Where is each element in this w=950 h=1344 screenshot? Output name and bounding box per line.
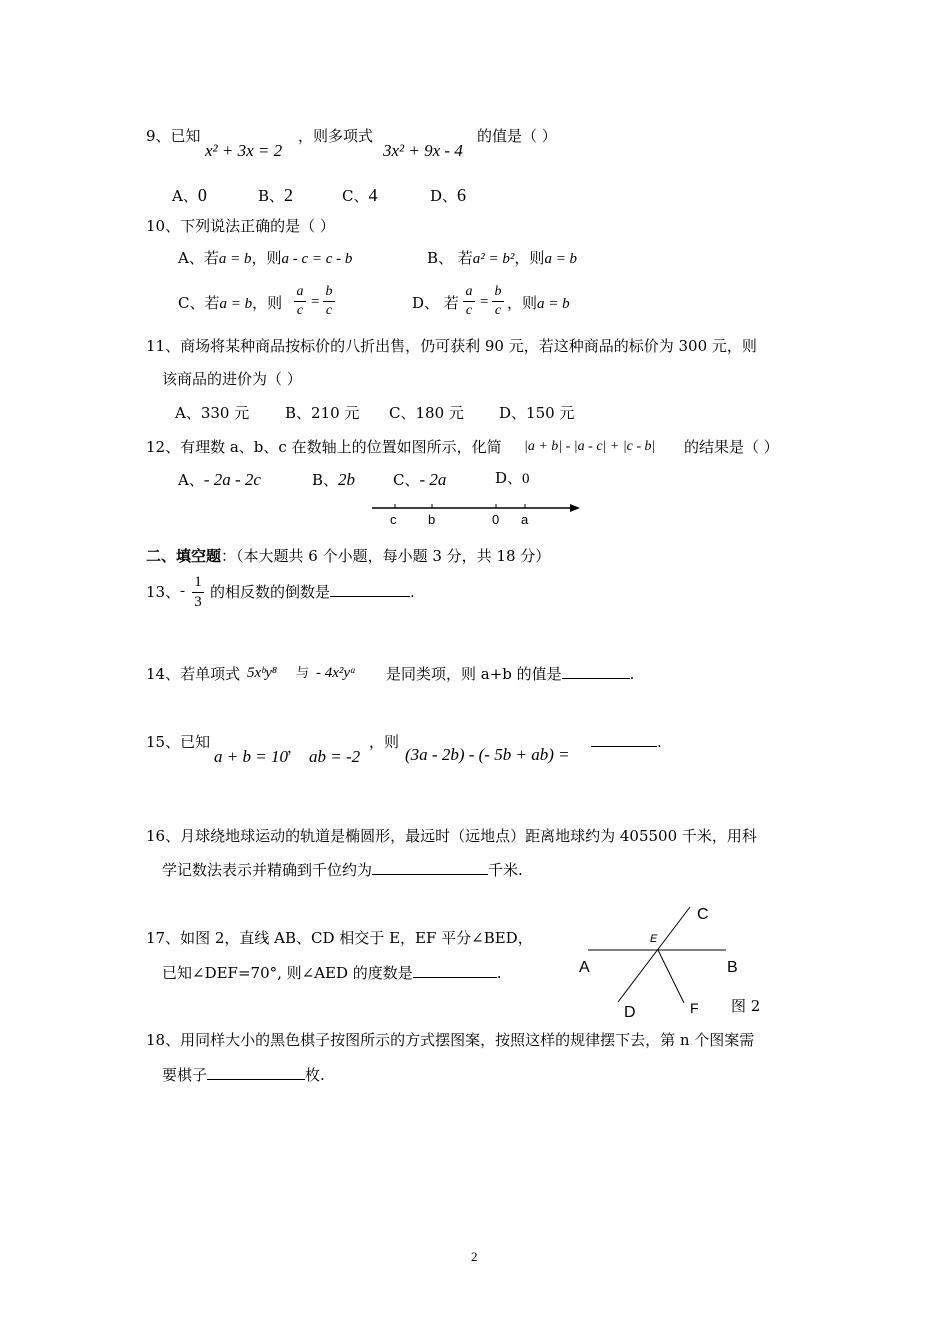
figure-label-a: A	[579, 959, 590, 976]
q15-prefix: 15、已知	[146, 733, 211, 751]
figure-label-d: D	[624, 1004, 636, 1021]
q11-option-b: B、210 元	[285, 404, 360, 422]
q12-expression: |a + b| - |a - c| + |c - b|	[524, 439, 656, 454]
page-number: 2	[471, 1249, 478, 1264]
figure-label-b: B	[727, 959, 738, 976]
q14-monomial-2: - 4x²yᵃ	[316, 665, 357, 681]
q14-answer-blank[interactable]	[562, 678, 630, 679]
q16-line2: 学记数法表示并精确到千位约为 千米.	[162, 861, 523, 879]
q12-option-b: B、2b	[312, 470, 356, 489]
q11-option-c: C、180 元	[389, 404, 464, 422]
axis-label-zero: 0	[492, 512, 500, 527]
q15-sep-1: ，	[287, 738, 303, 756]
q10-option-a: A、若a = b，则a - c = c - b	[178, 249, 353, 267]
q13-prefix: 13、	[146, 583, 181, 601]
section2-heading: 二、填空题：（本大题共 6 个小题，每小题 3 分，共 18 分）	[146, 547, 551, 565]
q15-condition-2: ab = -2	[309, 747, 361, 766]
q9-suffix: 的值是（ ）	[477, 127, 557, 145]
axis-label-a: a	[521, 512, 529, 527]
q10-option-d-label: D、 若	[412, 294, 459, 312]
q14-prefix: 14、若单项式	[146, 665, 241, 683]
q10-option-b: B、 若a² = b²，则a = b	[427, 249, 578, 267]
q10-d-fraction-right: b c	[492, 285, 504, 318]
q10-d-equals: =	[480, 294, 489, 310]
q15-expression: (3a - 2b) - (- 5b + ab) =	[405, 745, 570, 764]
q12-option-c: C、- 2a	[393, 470, 447, 489]
q16-answer-blank[interactable]	[372, 874, 488, 875]
q17-line1: 17、如图 2，直线 AB、CD 相交于 E，EF 平分∠BED，	[146, 929, 533, 947]
axis-label-b: b	[428, 512, 436, 527]
q10-stem: 10、下列说法正确的是（ ）	[146, 217, 335, 235]
figure-label-f: F	[690, 1000, 699, 1016]
q10-option-c-label: C、若a = b，则	[178, 294, 283, 312]
q13-sign: -	[180, 583, 185, 599]
q11-line2: 该商品的进价为（ ）	[162, 370, 302, 388]
q10-c-equals: =	[311, 294, 320, 310]
q14-suffix: 是同类项，则 a+b 的值是 .	[386, 665, 635, 683]
q17-answer-blank[interactable]	[413, 977, 497, 978]
q15-answer: .	[591, 735, 662, 750]
q16-line1: 16、月球绕地球运动的轨道是椭圆形，最远时（远地点）距离地球约为 405500 千米，用科	[146, 827, 757, 845]
q10-c-fraction-right: b c	[323, 285, 335, 318]
q10-d-fraction-left: a c	[463, 285, 475, 318]
q18-answer-blank[interactable]	[207, 1079, 305, 1080]
q17-line2: 已知∠DEF=70°, 则∠AED 的度数是 .	[162, 964, 502, 982]
q12-prefix: 12、有理数 a、b、c 在数轴上的位置如图所示，化简	[146, 438, 502, 456]
q10-c-fraction-left: a c	[294, 285, 306, 318]
q9-prefix: 9、已知	[146, 127, 201, 145]
q13-fraction: 1 3	[192, 575, 204, 610]
q18-line1: 18、用同样大小的黑色棋子按图所示的方式摆图案，按照这样的规律摆下去，第 n 个图案需	[146, 1031, 755, 1049]
q14-mid: 与	[296, 666, 310, 681]
q15-condition-1: a + b = 10	[214, 747, 288, 766]
q9-mid: ，则多项式	[298, 127, 374, 145]
q12-suffix: 的结果是（ ）	[684, 438, 779, 456]
q15-sep-2: ，则	[369, 733, 400, 751]
q12-option-a: A、- 2a - 2c	[178, 470, 261, 489]
figure-label-e: E	[650, 933, 658, 945]
q13-answer-blank[interactable]	[330, 596, 410, 597]
q11-line1: 11、商场将某种商品按标价的八折出售，仍可获利 90 元，若这种商品的标价为 300 元，则	[146, 337, 757, 355]
q11-option-a: A、330 元	[175, 404, 250, 422]
axis-label-c: c	[390, 512, 397, 527]
q15-answer-blank[interactable]	[591, 746, 657, 747]
q12-option-d: D、0	[495, 469, 530, 487]
q9-option-d: D、6	[430, 185, 467, 205]
q13-suffix: 的相反数的倒数是 .	[210, 583, 415, 601]
q9-option-b: B、2	[258, 185, 294, 205]
q10-option-d-result: ，则a = b	[507, 294, 570, 312]
q11-option-d: D、150 元	[499, 404, 575, 422]
q9-option-c: C、4	[342, 185, 378, 205]
q14-monomial-1: 5xᵇy⁸	[247, 665, 278, 681]
number-line-figure	[370, 500, 585, 530]
figure-2-caption: 图 2	[731, 997, 761, 1015]
figure-label-c: C	[697, 906, 709, 923]
q9-polynomial: 3x² + 9x - 4	[383, 141, 463, 160]
q9-option-a: A、0	[172, 185, 207, 205]
q9-given-equation: x² + 3x = 2	[205, 141, 283, 160]
q18-line2: 要棋子 枚.	[162, 1066, 325, 1084]
